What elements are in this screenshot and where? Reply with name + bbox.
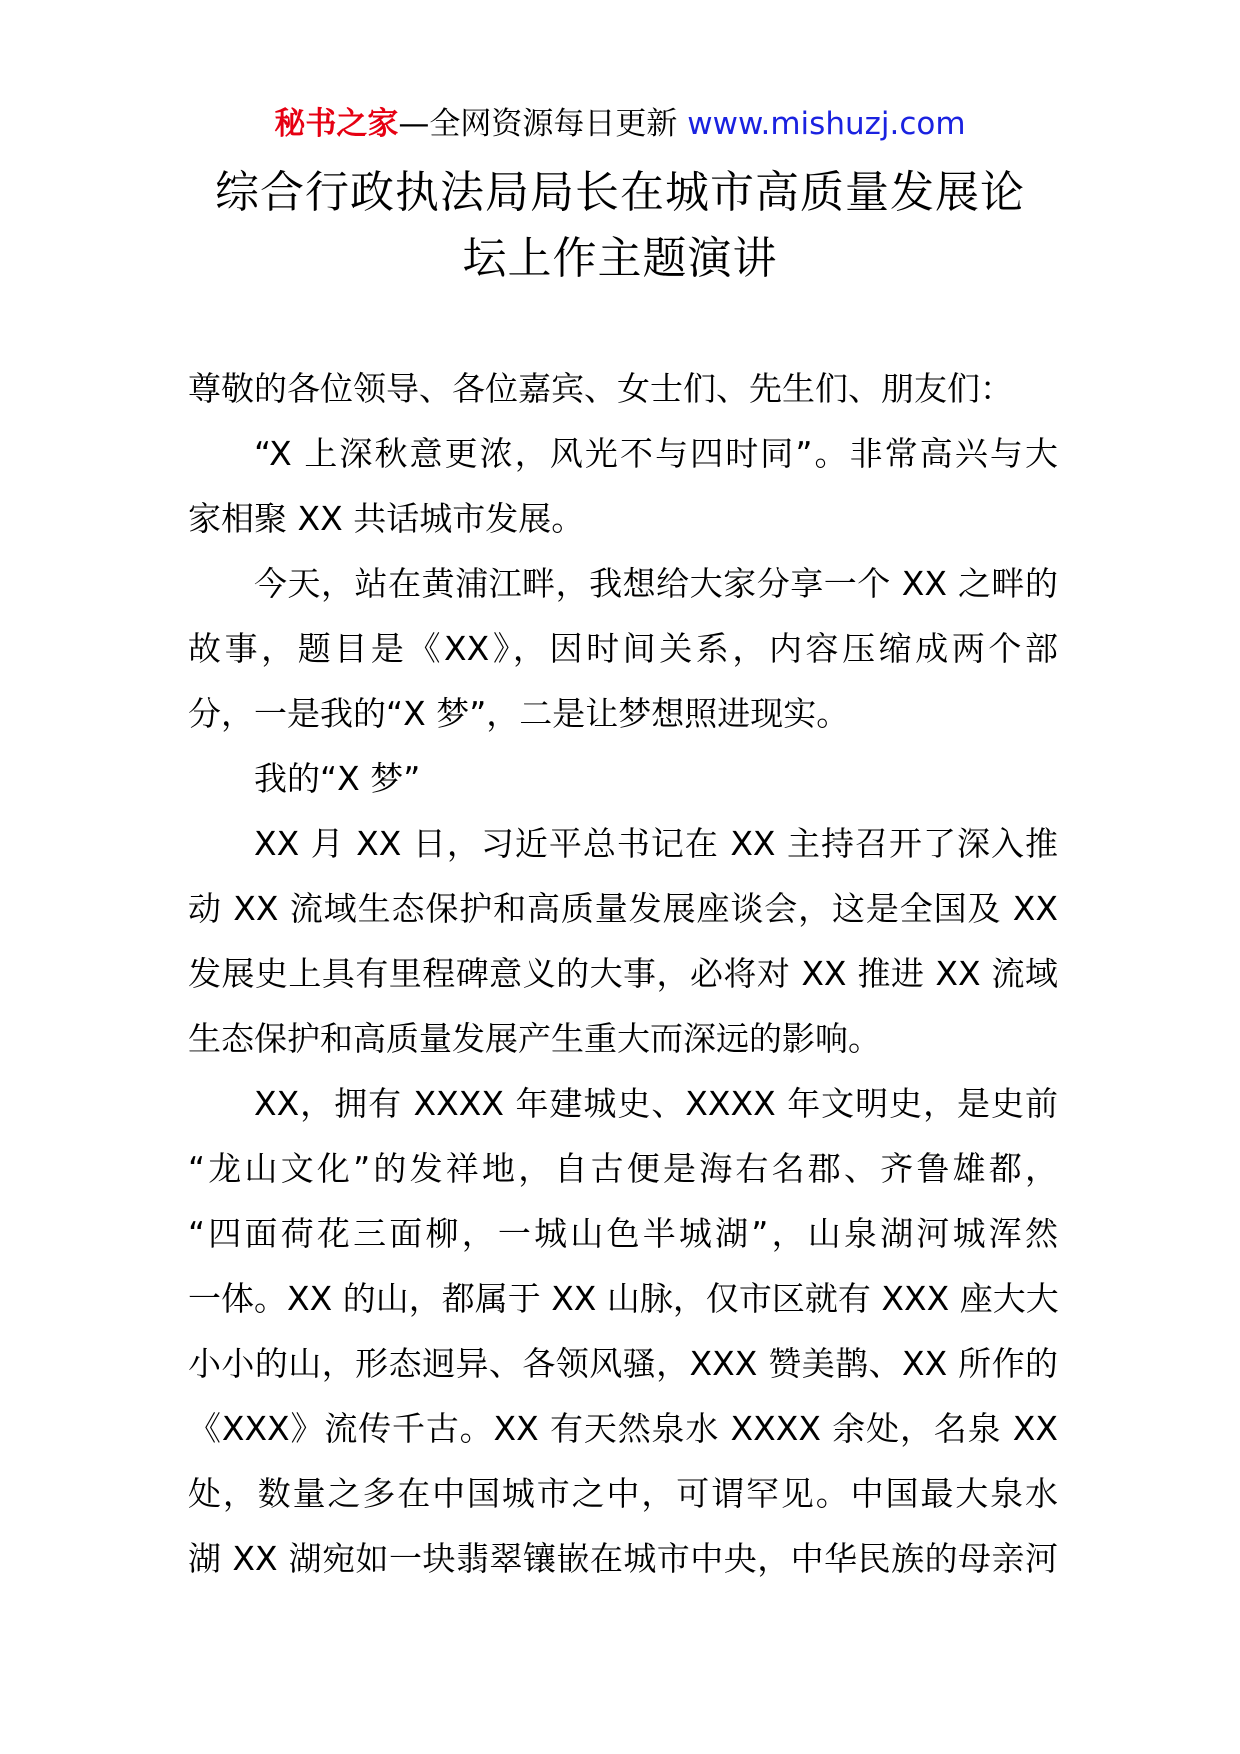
- body-line: XX，拥有 XXXX 年建城史、XXXX 年文明史，是史前: [254, 1084, 1058, 1123]
- site-url-link[interactable]: www.mishuzj.com: [687, 106, 966, 142]
- title-line-1: 综合行政执法局局长在城市高质量发展论: [215, 167, 1025, 218]
- body-line: XX 月 XX 日，习近平总书记在 XX 主持召开了深入推: [254, 824, 1058, 863]
- body-line: 一体。XX 的山，都属于 XX 山脉，仅市区就有 XXX 座大大: [188, 1279, 1059, 1318]
- title-line-2: 坛上作主题演讲: [462, 233, 778, 284]
- body-line: 处，数量之多在中国城市之中，可谓罕见。中国最大泉水: [188, 1474, 1058, 1513]
- body-line: 家相聚 XX 共话城市发展。: [188, 499, 585, 538]
- body-line: 小小的山，形态迥异、各领风骚，XXX 赞美鹊、XX 所作的: [188, 1344, 1058, 1383]
- body-line: 发展史上具有里程碑意义的大事，必将对 XX 推进 XX 流域: [188, 954, 1058, 993]
- body-line: “X 上深秋意更浓，风光不与四时同”。非常高兴与大: [254, 434, 1058, 473]
- body-line-greeting: 尊敬的各位领导、各位嘉宾、女士们、先生们、朋友们：: [188, 369, 1013, 408]
- body-line: “四面荷花三面柳，一城山色半城湖”，山泉湖河城浑然: [188, 1214, 1058, 1253]
- brand-name: 秘书之家: [274, 106, 399, 142]
- section-heading: 我的“X 梦”: [254, 759, 421, 798]
- body-line: “龙山文化”的发祥地，自古便是海右名郡、齐鲁雄都，: [188, 1149, 1058, 1188]
- body-line: 生态保护和高质量发展产生重大而深远的影响。: [188, 1019, 881, 1058]
- body-line: 动 XX 流域生态保护和高质量发展座谈会，这是全国及 XX: [188, 889, 1058, 928]
- site-header: [0, 100, 1240, 148]
- header-tagline: —全网资源每日更新: [398, 106, 678, 142]
- document-body: [188, 356, 1058, 1591]
- document-title: [150, 160, 1090, 292]
- body-line: 故事，题目是《XX》，因时间关系，内容压缩成两个部: [188, 629, 1058, 668]
- body-line: 今天，站在黄浦江畔，我想给大家分享一个 XX 之畔的: [254, 564, 1058, 603]
- body-line: 湖 XX 湖宛如一块翡翠镶嵌在城市中央，中华民族的母亲河: [188, 1539, 1058, 1578]
- body-line: 分，一是我的“X 梦”，二是让梦想照进现实。: [188, 694, 850, 733]
- body-line: 《XXX》流传千古。XX 有天然泉水 XXXX 余处，名泉 XX: [188, 1409, 1058, 1448]
